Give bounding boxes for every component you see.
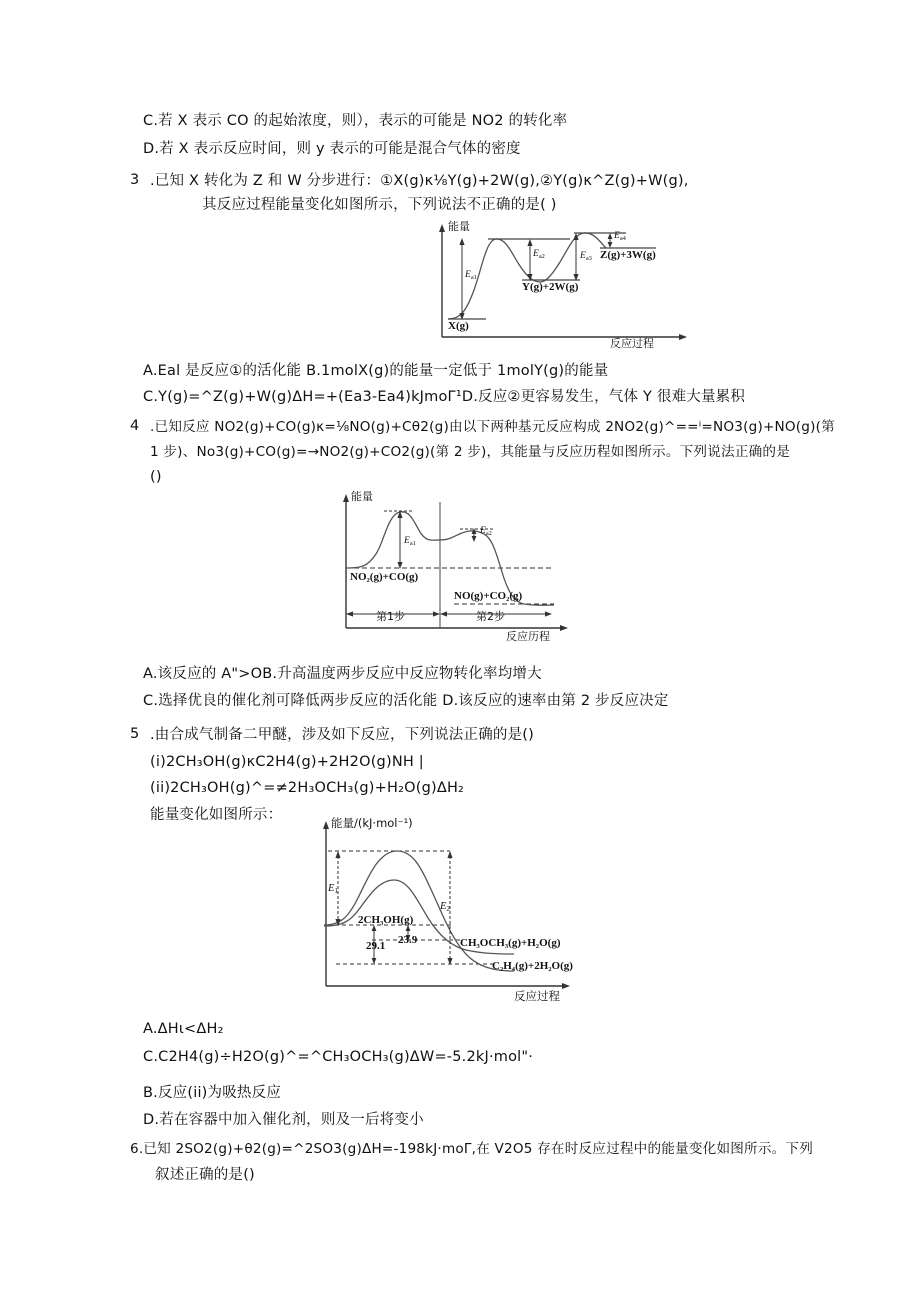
q3-stem-line1: .已知 X 转化为 Z 和 W 分步进行：①X(g)κ⅛Y(g)+2W(g),②Y(g)κ^Z(g)+W(g), — [150, 173, 689, 189]
q4-number: 4 — [130, 418, 140, 434]
figure1-reactant-label: X(g) — [448, 320, 469, 332]
q4-stem-line3: () — [150, 469, 162, 485]
q4-stem-line2: 1 步)、No3(g)+CO(g)=→NO2(g)+CO2(g)(第 2 步)，其能量与反应历程如图所示。下列说法正确的是 — [150, 444, 790, 460]
q5-stem: .由合成气制备二甲醚，涉及如下反应，下列说法正确的是() — [150, 727, 535, 743]
figure3-value-23: 23.9 — [398, 934, 418, 946]
figure2-step1-label: 第1步 — [376, 610, 405, 623]
q4-option-cd: C.选择优良的催化剂可降低两步反应的活化能 D.该反应的速率由第 2 步反应决定 — [143, 693, 669, 709]
figure1-x-axis-label: 反应过程 — [610, 337, 654, 350]
figure3-reactant-label: 2CH₃OH(g) — [358, 914, 414, 926]
q2-option-c: C.若 X 表示 CO 的起始浓度，则），表示的可能是 NO2 的转化率 — [143, 113, 568, 129]
figure-q4-energy-diagram — [314, 492, 586, 652]
figure1-ea4-label: $E_{a4}$ — [614, 231, 626, 242]
q5-equation-ii: (ii)2CH₃OH(g)^=≠2H₃OCH₃(g)+H₂O(g)ΔH₂ — [150, 780, 465, 796]
q6-stem-line1: 6.已知 2SO2(g)+θ2(g)=^2SO3(g)ΔH=-198kJ·moΓ,在 V2O5 存在时反应过程中的能量变化如图所示。下列 — [130, 1141, 813, 1157]
q5-option-d: D.若在容器中加入催化剂，则及一后将变小 — [143, 1112, 424, 1128]
q5-option-c: C.C2H4(g)÷H2O(g)^=^CH₃OCH₃(g)ΔW=-5.2kJ·mol"· — [143, 1049, 534, 1065]
figure1-ea1-label: $E_{a1}$ — [465, 270, 477, 281]
figure-q5-energy-diagram — [294, 818, 600, 1010]
figure3-e2-label: $E_2$ — [440, 901, 450, 913]
q3-number: 3 — [130, 172, 140, 188]
figure2-ea2-label: $E_{a2}$ — [480, 526, 492, 537]
q5-option-b: B.反应(ii)为吸热反应 — [143, 1085, 282, 1101]
figure3-product2-label: C₂H₄(g)+2H₂O(g) — [492, 960, 573, 972]
q5-number: 5 — [130, 726, 140, 742]
figure2-ea1-label: $E_{a1}$ — [404, 536, 416, 547]
figure1-ea2-label: $E_{a2}$ — [533, 249, 545, 260]
q3-option-cd: C.Y(g)=^Z(g)+W(g)ΔH=+(Ea3-Ea4)kJmoΓ¹D.反应②更容易发生，气体 Y 很难大量累积 — [143, 389, 746, 405]
figure2-reactant-label: NO₂(g)+CO(g) — [350, 571, 419, 583]
q4-stem-line1: .已知反应 NO2(g)+CO(g)κ=⅛NO(g)+Cθ2(g)由以下两种基元反应构成 2NO2(g)^==ⁱ=NO3(g)+NO(g)(第 — [150, 419, 835, 435]
q3-option-ab: A.Eal 是反应①的活化能 B.1molX(g)的能量一定低于 1molY(g)的能量 — [143, 363, 609, 379]
figure3-product1-label: CH₃OCH₃(g)+H₂O(g) — [460, 937, 561, 949]
figure1-product-label: Z(g)+3W(g) — [600, 249, 656, 261]
q5-figure-note: 能量变化如图所示： — [150, 807, 283, 823]
q6-stem-line2: 叙述正确的是() — [155, 1167, 255, 1183]
figure3-x-axis-label: 反应过程 — [514, 989, 560, 1003]
figure3-y-axis-label: 能量/(kJ·mol⁻¹) — [331, 816, 413, 830]
figure3-value-29: 29.1 — [366, 940, 386, 952]
figure3-e1-label: $E_1$ — [328, 883, 338, 895]
figure1-ea3-label: $E_{a3}$ — [580, 251, 592, 262]
figure2-product-label: NO(g)+CO₂(g) — [454, 590, 523, 602]
q4-option-ab: A.该反应的 A">OB.升高温度两步反应中反应物转化率均增大 — [143, 666, 542, 682]
figure2-x-axis-label: 反应历程 — [506, 630, 550, 643]
q3-stem-line2: 其反应过程能量变化如图所示，下列说法不正确的是( ) — [202, 197, 557, 213]
q5-option-a: A.ΔHι<ΔH₂ — [143, 1021, 224, 1037]
figure1-y-axis-label: 能量 — [448, 220, 470, 233]
q5-equation-i: (i)2CH₃OH(g)κC2H4(g)+2H2O(g)NH | — [150, 754, 424, 770]
figure2-step2-label: 第2步 — [476, 610, 505, 623]
figure1-intermediate-label: Y(g)+2W(g) — [522, 281, 579, 293]
q2-option-d: D.若 X 表示反应时间，则 y 表示的可能是混合气体的密度 — [143, 141, 521, 157]
figure2-y-axis-label: 能量 — [351, 490, 373, 503]
figure-q3-energy-diagram — [404, 222, 694, 354]
